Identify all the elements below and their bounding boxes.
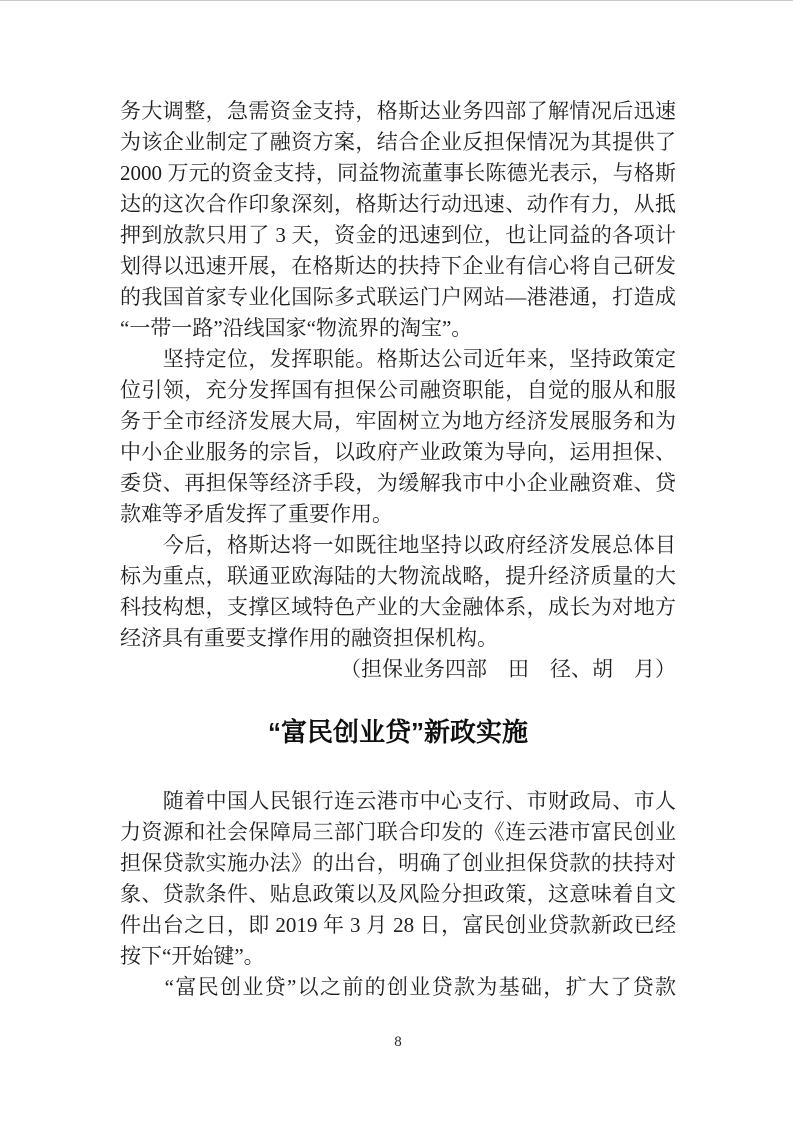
text-line: 经济具有重要支撑作用的融资担保机构。 — [120, 626, 498, 650]
text-line: 为该企业制定了融资方案，结合企业反担保情况为其提供了 — [120, 130, 676, 154]
document-content — [120, 96, 676, 1003]
article-byline: （担保业务四部 田 径、胡 月） — [340, 657, 676, 681]
text-line: 标为重点，联通亚欧海陆的大物流战略，提升经济质量的大 — [120, 564, 676, 588]
text-line: 委贷、再担保等经济手段，为缓解我市中小企业融资难、贷 — [120, 471, 676, 495]
page-number: 8 — [394, 1034, 402, 1050]
paragraph-jianchi-dingwei — [120, 344, 676, 530]
text-line: 力资源和社会保障局三部门联合印发的《连云港市富民创业 — [120, 820, 676, 844]
text-line: 坚持定位，发挥职能。格斯达公司近年来，坚持政策定 — [120, 347, 676, 371]
article-heading: “富民创业贷”新政实施 — [267, 717, 528, 747]
text-line: 达的这次合作印象深刻，格斯达行动迅速、动作有力，从抵 — [120, 192, 676, 216]
text-line: “富民创业贷”以之前的创业贷款为基础，扩大了贷款 — [120, 975, 676, 999]
text-line: 科技构想，支撑区域特色产业的大金融体系，成长为对地方 — [120, 595, 676, 619]
text-line: 2000 万元的资金支持，同益物流董事长陈德光表示，与格斯 — [120, 161, 676, 185]
text-line: 今后，格斯达将一如既往地坚持以政府经济发展总体目 — [120, 533, 676, 557]
paragraph-fumin-chuangyedai — [120, 972, 676, 1003]
text-line: 件出台之日，即 2019 年 3 月 28 日，富民创业贷款新政已经 — [120, 913, 676, 937]
text-line: 的我国首家专业化国际多式联运门户网站—港港通，打造成 — [120, 285, 676, 309]
text-line: 款难等矛盾发挥了重要作用。 — [120, 502, 393, 526]
text-line: 务于全市经济发展大局，牢固树立为地方经济发展服务和为 — [120, 409, 676, 433]
text-line: 象、贷款条件、贴息政策以及风险分担政策，这意味着自文 — [120, 882, 676, 906]
paragraph-gesida-tongyi — [120, 96, 676, 344]
text-line: 押到放款只用了 3 天，资金的迅速到位，也让同益的各项计 — [120, 223, 676, 247]
text-line: 担保贷款实施办法》的出台，明确了创业担保贷款的扶持对 — [120, 851, 676, 875]
text-line: 随着中国人民银行连云港市中心支行、市财政局、市人 — [120, 789, 676, 813]
text-line: 务大调整，急需资金支持，格斯达业务四部了解情况后迅速 — [120, 99, 676, 123]
paragraph-suizhe — [120, 786, 676, 972]
text-line: 位引领，充分发挥国有担保公司融资职能，自觉的服从和服 — [120, 378, 676, 402]
text-line: 划得以迅速开展，在格斯达的扶持下企业有信心将自己研发 — [120, 254, 676, 278]
paragraph-jinhou — [120, 530, 676, 654]
text-line: “一带一路”沿线国家“物流界的淘宝”。 — [120, 316, 473, 340]
text-line: 中小企业服务的宗旨，以政府产业政策为导向，运用担保、 — [120, 440, 676, 464]
text-line: 按下“开始键”。 — [120, 944, 265, 968]
